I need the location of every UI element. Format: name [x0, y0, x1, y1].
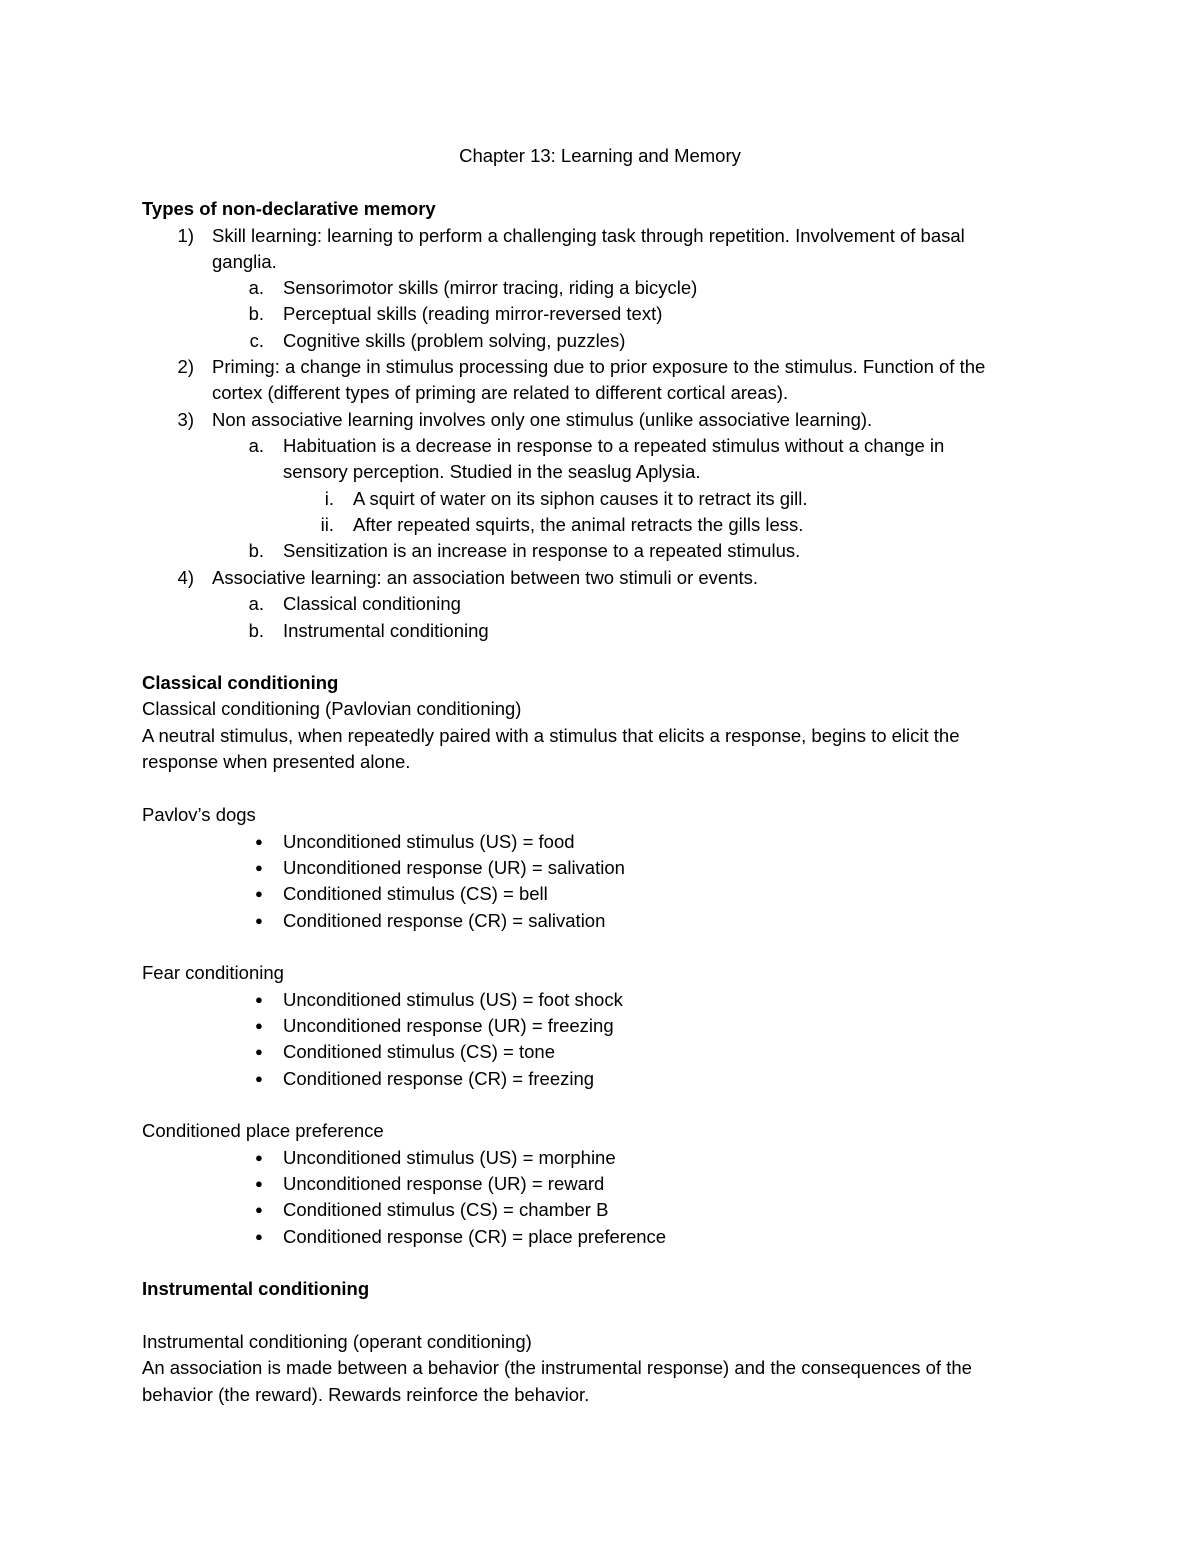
group-label-pavlov: Pavlov’s dogs	[142, 804, 256, 825]
section-heading-non-declarative: Types of non-declarative memory	[142, 198, 436, 219]
bullet-item: Unconditioned stimulus (US) = foot shock	[283, 989, 623, 1010]
bullet-icon: ●	[255, 860, 263, 875]
list-item-text: Perceptual skills (reading mirror-reversed text)	[283, 303, 663, 324]
group-label-place-preference: Conditioned place preference	[142, 1120, 384, 1141]
bullet-icon: ●	[255, 992, 263, 1007]
list-item-text: sensory perception. Studied in the seaslug Aplysia.	[283, 461, 701, 482]
list-item-text: Sensorimotor skills (mirror tracing, riding a bicycle)	[283, 277, 698, 298]
bullet-item: Unconditioned response (UR) = salivation	[283, 857, 625, 878]
list-marker: b.	[248, 540, 264, 561]
bullet-item: Unconditioned response (UR) = freezing	[283, 1015, 614, 1036]
list-item-text: Cognitive skills (problem solving, puzzles)	[283, 330, 626, 351]
bullet-icon: ●	[255, 1071, 263, 1086]
bullet-icon: ●	[255, 1018, 263, 1033]
list-item-text: Non associative learning involves only one stimulus (unlike associative learning).	[212, 409, 873, 430]
bullet-item: Conditioned stimulus (CS) = tone	[283, 1041, 555, 1062]
list-marker: b.	[248, 303, 264, 324]
paragraph-subtitle: Classical conditioning (Pavlovian conditioning)	[142, 698, 522, 719]
section-heading-classical: Classical conditioning	[142, 672, 339, 693]
list-item-text: Skill learning: learning to perform a challenging task through repetition. Involvement of basal	[212, 225, 965, 246]
list-marker: a.	[248, 277, 264, 298]
document-title: Chapter 13: Learning and Memory	[459, 145, 741, 166]
bullet-icon: ●	[255, 1229, 263, 1244]
list-item-text: Sensitization is an increase in response to a repeated stimulus.	[283, 540, 801, 561]
list-item-text: A squirt of water on its siphon causes it to retract its gill.	[353, 488, 808, 509]
list-marker: 1)	[177, 225, 194, 246]
paragraph-subtitle: Instrumental conditioning (operant conditioning)	[142, 1331, 532, 1352]
list-marker: a.	[248, 593, 264, 614]
list-item-text: Habituation is a decrease in response to a repeated stimulus without a change in	[283, 435, 945, 456]
list-marker: 3)	[177, 409, 194, 430]
bullet-item: Conditioned response (CR) = freezing	[283, 1068, 595, 1089]
bullet-icon: ●	[255, 886, 263, 901]
list-marker: 4)	[177, 567, 194, 588]
list-marker: b.	[248, 620, 264, 641]
bullet-icon: ●	[255, 913, 263, 928]
bullet-item: Conditioned stimulus (CS) = bell	[283, 883, 548, 904]
paragraph-text: behavior (the reward). Rewards reinforce the behavior.	[142, 1384, 590, 1405]
group-label-fear: Fear conditioning	[142, 962, 284, 983]
bullet-item: Unconditioned stimulus (US) = food	[283, 831, 575, 852]
bullet-icon: ●	[255, 1176, 263, 1191]
bullet-item: Conditioned response (CR) = salivation	[283, 910, 606, 931]
list-marker: c.	[249, 330, 264, 351]
section-heading-instrumental: Instrumental conditioning	[142, 1278, 370, 1299]
paragraph-text: A neutral stimulus, when repeatedly paired with a stimulus that elicits a response, begins to elicit the	[142, 725, 960, 746]
bullet-icon: ●	[255, 1150, 263, 1165]
bullet-item: Unconditioned stimulus (US) = morphine	[283, 1147, 616, 1168]
bullet-item: Unconditioned response (UR) = reward	[283, 1173, 605, 1194]
list-item-text: Classical conditioning	[283, 593, 461, 614]
list-item-text: cortex (different types of priming are related to different cortical areas).	[212, 382, 789, 403]
list-marker: ii.	[320, 514, 334, 535]
list-marker: i.	[324, 488, 334, 509]
bullet-item: Conditioned stimulus (CS) = chamber B	[283, 1199, 609, 1220]
bullet-icon: ●	[255, 834, 263, 849]
list-marker: a.	[248, 435, 264, 456]
list-item-text: Associative learning: an association between two stimuli or events.	[212, 567, 759, 588]
bullet-icon: ●	[255, 1044, 263, 1059]
list-item-text: After repeated squirts, the animal retracts the gills less.	[353, 514, 804, 535]
list-item-text: Instrumental conditioning	[283, 620, 489, 641]
list-marker: 2)	[177, 356, 194, 377]
list-item-text: ganglia.	[212, 251, 277, 272]
list-item-text: Priming: a change in stimulus processing due to prior exposure to the stimulus. Function of the	[212, 356, 986, 377]
paragraph-text: response when presented alone.	[142, 751, 411, 772]
bullet-icon: ●	[255, 1202, 263, 1217]
bullet-item: Conditioned response (CR) = place preference	[283, 1226, 667, 1247]
paragraph-text: An association is made between a behavior (the instrumental response) and the consequences of the	[142, 1357, 972, 1378]
